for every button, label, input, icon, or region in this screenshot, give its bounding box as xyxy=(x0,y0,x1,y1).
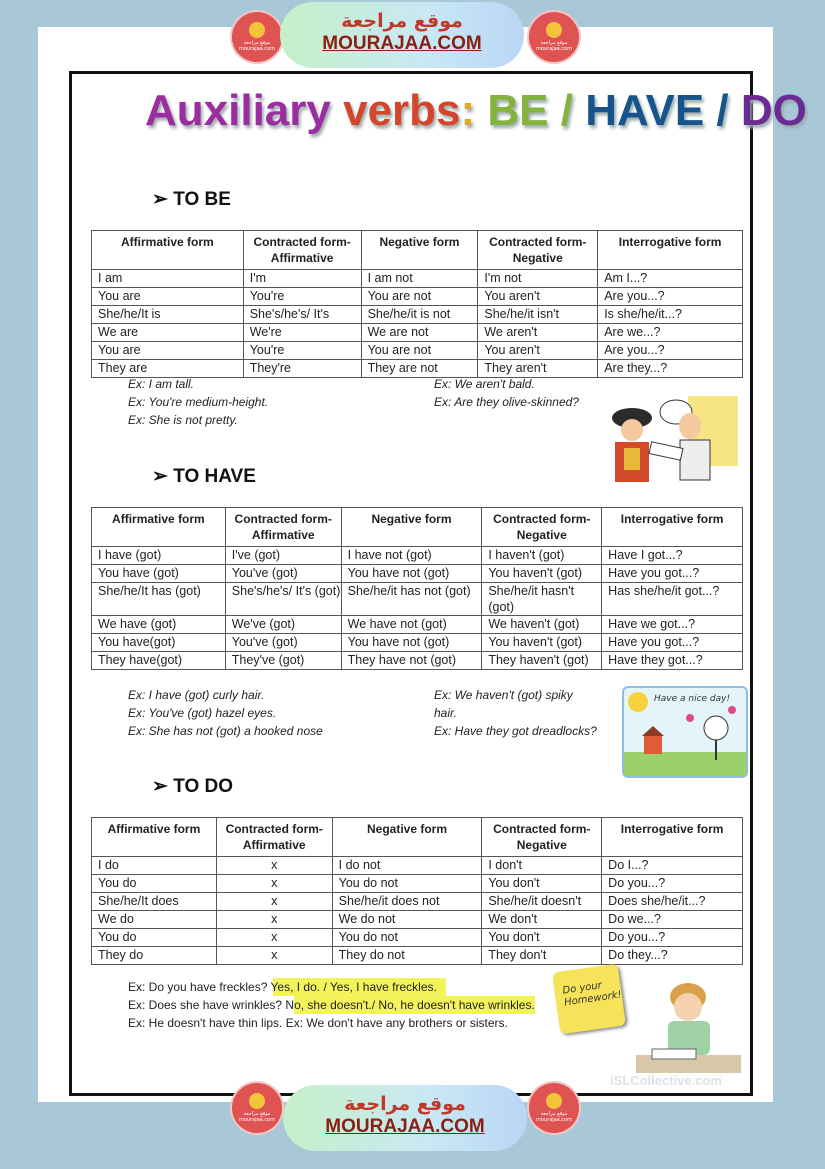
to-do-table xyxy=(91,817,743,965)
table-cell: They don't xyxy=(482,947,602,965)
table-cell: Has she/he/it got...? xyxy=(602,583,743,616)
table-cell: x xyxy=(216,929,332,947)
table-cell: You do not xyxy=(332,875,482,893)
table-cell: Does she/he/it...? xyxy=(602,893,743,911)
to-have-table xyxy=(91,507,743,670)
mourajaa-watermark-bottom[interactable] xyxy=(283,1085,527,1151)
watermark-arabic: موقع مراجعة xyxy=(341,10,463,32)
table-cell: They have(got) xyxy=(92,652,226,670)
table-cell: They aren't xyxy=(478,360,598,378)
table-cell: You've (got) xyxy=(225,565,341,583)
table-cell: I'm xyxy=(243,270,361,288)
table-header-row: Affirmative form Contracted form- Affirmative Negative form Contracted form- Negative Interrogative form xyxy=(92,508,743,547)
cartoon-illustration xyxy=(600,390,745,485)
table-row xyxy=(92,857,743,875)
table-cell: She/he/It does xyxy=(92,893,217,911)
table-cell: You have not (got) xyxy=(341,634,482,652)
table-cell: She/he/it isn't xyxy=(478,306,598,324)
table-cell: She/he/it is not xyxy=(361,306,478,324)
table-header-row: Affirmative form Contracted form- Affirmative Negative form Contracted form- Negative Interrogative form xyxy=(92,818,743,857)
table-cell: They are xyxy=(92,360,244,378)
table-cell: She/he/it does not xyxy=(332,893,482,911)
mourajaa-logo-icon: موقع مراجعة mourajaa.com xyxy=(232,1083,282,1133)
watermark-latin: MOURAJAA.COM xyxy=(322,33,482,54)
table-cell: You do xyxy=(92,875,217,893)
table-cell: Do they...? xyxy=(602,947,743,965)
table-cell: Are you...? xyxy=(598,342,743,360)
table-cell: x xyxy=(216,857,332,875)
mourajaa-logo-icon: موقع مراجعة mourajaa.com xyxy=(529,12,579,62)
table-row xyxy=(92,616,743,634)
table-cell: Am I...? xyxy=(598,270,743,288)
student-doing-homework-picture xyxy=(626,975,746,1080)
table-cell: They have not (got) xyxy=(341,652,482,670)
table-cell: Are you...? xyxy=(598,288,743,306)
table-row xyxy=(92,547,743,565)
table-cell: We have not (got) xyxy=(341,616,482,634)
table-cell: We do xyxy=(92,911,217,929)
table-row xyxy=(92,324,743,342)
table-cell: You do xyxy=(92,929,217,947)
mourajaa-logo-icon: موقع مراجعة mourajaa.com xyxy=(232,12,282,62)
table-cell: Do we...? xyxy=(602,911,743,929)
table-row xyxy=(92,652,743,670)
table-cell: x xyxy=(216,911,332,929)
table-cell: You are not xyxy=(361,288,478,306)
table-cell: You haven't (got) xyxy=(482,565,602,583)
example-line: Ex: Does she have wrinkles? No, she doesn't./ No, he doesn't have wrinkles. xyxy=(128,998,535,1012)
table-cell: Do you...? xyxy=(602,929,743,947)
table-row xyxy=(92,634,743,652)
table-row xyxy=(92,583,743,616)
table-cell: I am not xyxy=(361,270,478,288)
table-cell: You're xyxy=(243,288,361,306)
table-row xyxy=(92,893,743,911)
table-cell: They haven't (got) xyxy=(482,652,602,670)
table-cell: They're xyxy=(243,360,361,378)
table-cell: You do not xyxy=(332,929,482,947)
table-row xyxy=(92,929,743,947)
table-row xyxy=(92,270,743,288)
mourajaa-watermark-top[interactable] xyxy=(280,2,524,68)
table-cell: Have you got...? xyxy=(602,634,743,652)
watermark-arabic: موقع مراجعة xyxy=(344,1093,466,1115)
table-cell: I have not (got) xyxy=(341,547,482,565)
picture-caption: Have a nice day! xyxy=(654,694,731,704)
table-cell: She/he/it has not (got) xyxy=(341,583,482,616)
to-be-examples-left: Ex: I am tall. Ex: You're medium-height. Ex: She is not pretty. xyxy=(128,377,269,427)
table-row xyxy=(92,342,743,360)
example-line: Ex: He doesn't have thin lips. Ex: We don't have any brothers or sisters. xyxy=(128,1016,508,1030)
table-cell: Have we got...? xyxy=(602,616,743,634)
table-cell: You don't xyxy=(482,929,602,947)
table-cell: She/he/It has (got) xyxy=(92,583,226,616)
table-cell: She/he/it doesn't xyxy=(482,893,602,911)
table-cell: Is she/he/it...? xyxy=(598,306,743,324)
table-cell: You have not (got) xyxy=(341,565,482,583)
table-cell: She's/he's/ It's (got) xyxy=(225,583,341,616)
table-cell: Are we...? xyxy=(598,324,743,342)
table-cell: We've (got) xyxy=(225,616,341,634)
to-be-table xyxy=(91,230,743,378)
table-cell: They are not xyxy=(361,360,478,378)
table-cell: Have I got...? xyxy=(602,547,743,565)
table-cell: We aren't xyxy=(478,324,598,342)
table-cell: I have (got) xyxy=(92,547,226,565)
section-heading-to-do: ➢ TO DO xyxy=(152,776,234,797)
table-cell: You've (got) xyxy=(225,634,341,652)
table-cell: We're xyxy=(243,324,361,342)
table-cell: Have they got...? xyxy=(602,652,743,670)
table-cell: We haven't (got) xyxy=(482,616,602,634)
credit-text: iSLCollective.com xyxy=(610,1073,722,1088)
table-row xyxy=(92,306,743,324)
table-cell: We don't xyxy=(482,911,602,929)
table-cell: x xyxy=(216,875,332,893)
have-a-nice-day-picture xyxy=(622,686,748,778)
mourajaa-logo-icon: موقع مراجعة mourajaa.com xyxy=(529,1083,579,1133)
table-cell: You are xyxy=(92,288,244,306)
table-cell: She's/he's/ It's xyxy=(243,306,361,324)
to-have-examples-right: Ex: We haven't (got) spiky hair. Ex: Have they got dreadlocks? xyxy=(434,688,597,738)
table-cell: You are not xyxy=(361,342,478,360)
table-row xyxy=(92,911,743,929)
table-cell: x xyxy=(216,893,332,911)
to-be-examples-right: Ex: We aren't bald. Ex: Are they olive-skinned? xyxy=(434,377,579,409)
table-cell: Do I...? xyxy=(602,857,743,875)
table-cell: Are they...? xyxy=(598,360,743,378)
homework-note: Do your Homework! xyxy=(552,964,626,1035)
table-cell: I haven't (got) xyxy=(482,547,602,565)
table-cell: You aren't xyxy=(478,342,598,360)
table-row xyxy=(92,875,743,893)
page-title: Auxiliary verbs: BE / HAVE / DO xyxy=(145,86,807,135)
table-cell: x xyxy=(216,947,332,965)
table-row xyxy=(92,565,743,583)
table-cell: We have (got) xyxy=(92,616,226,634)
table-row xyxy=(92,947,743,965)
table-cell: They do not xyxy=(332,947,482,965)
example-line: Ex: Do you have freckles? Yes, I do. / Yes, I have freckles. xyxy=(128,978,535,996)
table-cell: I do not xyxy=(332,857,482,875)
table-cell: She/he/it hasn't (got) xyxy=(482,583,602,616)
to-have-examples-left: Ex: I have (got) curly hair. Ex: You've (got) hazel eyes. Ex: She has not (got) a hooked nose xyxy=(128,688,323,738)
table-cell: I'm not xyxy=(478,270,598,288)
table-cell: She/he/It is xyxy=(92,306,244,324)
table-cell: We are not xyxy=(361,324,478,342)
table-row xyxy=(92,288,743,306)
table-cell: You have(got) xyxy=(92,634,226,652)
to-do-examples xyxy=(128,978,535,1032)
table-cell: We are xyxy=(92,324,244,342)
table-cell: I am xyxy=(92,270,244,288)
watermark-latin: MOURAJAA.COM xyxy=(325,1116,485,1137)
section-heading-to-be: ➢ TO BE xyxy=(152,189,231,210)
table-cell: Do you...? xyxy=(602,875,743,893)
table-cell: You aren't xyxy=(478,288,598,306)
table-cell: I do xyxy=(92,857,217,875)
section-heading-to-have: ➢ TO HAVE xyxy=(152,466,256,487)
table-cell: Have you got...? xyxy=(602,565,743,583)
table-cell: I've (got) xyxy=(225,547,341,565)
table-cell: We do not xyxy=(332,911,482,929)
table-cell: You don't xyxy=(482,875,602,893)
table-cell: I don't xyxy=(482,857,602,875)
table-header-row: Affirmative form Contracted form- Affirmative Negative form Contracted form- Negative Interrogative form xyxy=(92,231,743,270)
table-cell: They do xyxy=(92,947,217,965)
table-cell: You have (got) xyxy=(92,565,226,583)
table-cell: You are xyxy=(92,342,244,360)
table-cell: You're xyxy=(243,342,361,360)
table-cell: You haven't (got) xyxy=(482,634,602,652)
table-cell: They've (got) xyxy=(225,652,341,670)
